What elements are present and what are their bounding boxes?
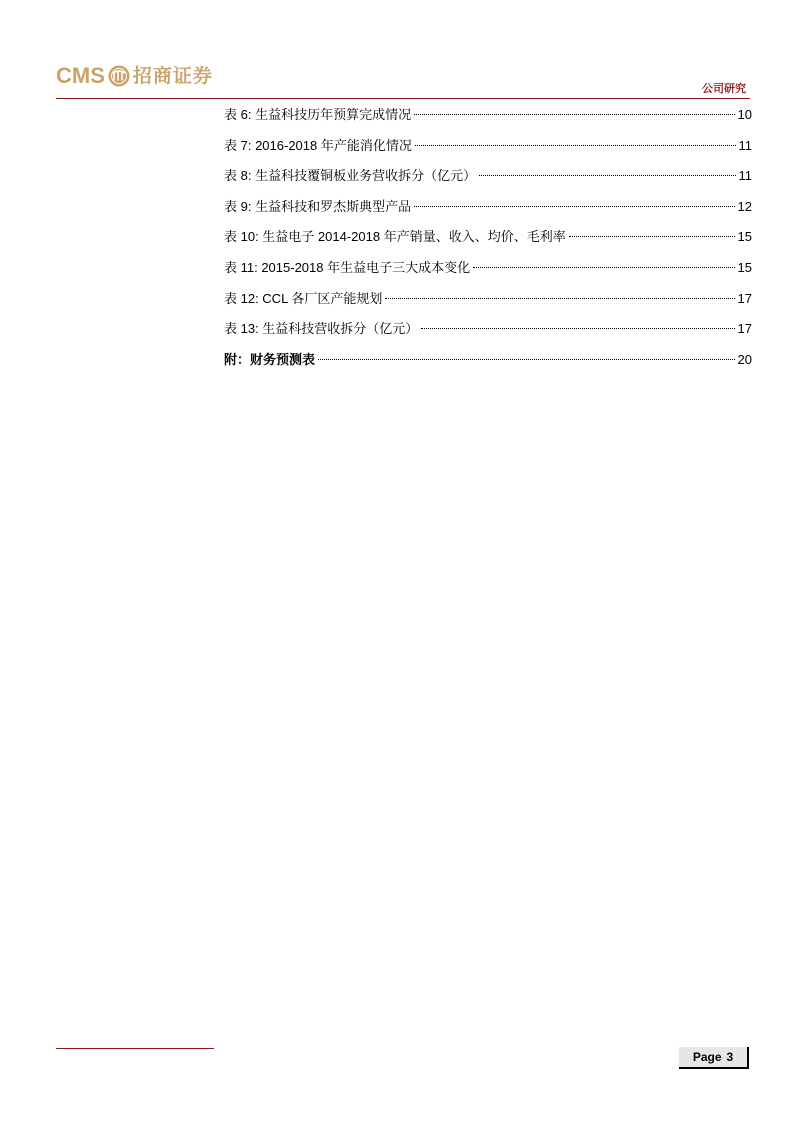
toc-entry-table-8[interactable] bbox=[224, 165, 752, 196]
page-word: Page bbox=[692, 1050, 722, 1064]
toc-dot-leader bbox=[414, 114, 734, 115]
footer-divider bbox=[56, 1048, 214, 1049]
toc-dot-leader bbox=[318, 359, 735, 360]
toc-entry-page: 17 bbox=[737, 321, 752, 337]
page-header bbox=[56, 58, 750, 98]
toc-dot-leader bbox=[385, 298, 734, 299]
company-logo bbox=[56, 64, 213, 88]
toc-entry-page: 11 bbox=[738, 137, 752, 153]
toc-dot-leader bbox=[414, 206, 734, 207]
toc-entry-table-6[interactable] bbox=[224, 104, 752, 135]
toc-dot-leader bbox=[473, 267, 734, 268]
toc-entry-label: 表 12: CCL 各厂区产能规划 bbox=[224, 290, 383, 306]
logo-latin-text: CMS bbox=[56, 63, 105, 88]
toc-entry-page: 15 bbox=[737, 259, 752, 275]
toc-entry-label: 附：财务预测表 bbox=[224, 351, 316, 367]
page-number-badge bbox=[679, 1047, 749, 1069]
toc-dot-leader bbox=[479, 175, 735, 176]
toc-entry-table-7[interactable] bbox=[224, 135, 752, 166]
table-of-contents bbox=[224, 104, 752, 379]
logo-emblem-icon bbox=[108, 65, 130, 87]
toc-dot-leader bbox=[421, 328, 734, 329]
toc-entry-label: 表 11: 2015-2018 年生益电子三大成本变化 bbox=[224, 259, 471, 275]
toc-entry-page: 17 bbox=[737, 290, 752, 306]
toc-entry-appendix[interactable] bbox=[224, 349, 752, 380]
toc-entry-page: 10 bbox=[737, 107, 752, 122]
toc-entry-label: 表 13: 生益科技营收拆分（亿元） bbox=[224, 321, 419, 337]
toc-entry-table-10[interactable] bbox=[224, 226, 752, 257]
toc-dot-leader bbox=[415, 145, 736, 146]
toc-entry-table-12[interactable] bbox=[224, 288, 752, 319]
page-number: 3 bbox=[726, 1050, 734, 1064]
toc-entry-page: 15 bbox=[737, 229, 752, 245]
section-label: 公司研究 bbox=[702, 82, 746, 95]
toc-entry-page: 12 bbox=[737, 198, 752, 214]
toc-entry-label: 表 10: 生益电子 2014-2018 年产销量、收入、均价、毛利率 bbox=[224, 229, 566, 245]
toc-entry-label: 表 6: 生益科技历年预算完成情况 bbox=[224, 107, 412, 122]
header-divider bbox=[56, 98, 750, 99]
toc-entry-table-9[interactable] bbox=[224, 196, 752, 227]
toc-entry-page: 11 bbox=[738, 168, 752, 184]
toc-entry-label: 表 8: 生益科技覆铜板业务营收拆分（亿元） bbox=[224, 168, 477, 184]
toc-dot-leader bbox=[569, 236, 735, 237]
toc-entry-label: 表 9: 生益科技和罗杰斯典型产品 bbox=[224, 198, 412, 214]
toc-entry-table-11[interactable] bbox=[224, 257, 752, 288]
toc-entry-label: 表 7: 2016-2018 年产能消化情况 bbox=[224, 137, 412, 153]
logo-chinese-text: 招商证券 bbox=[132, 65, 213, 87]
toc-entry-table-13[interactable] bbox=[224, 318, 752, 349]
toc-entry-page: 20 bbox=[737, 351, 752, 367]
